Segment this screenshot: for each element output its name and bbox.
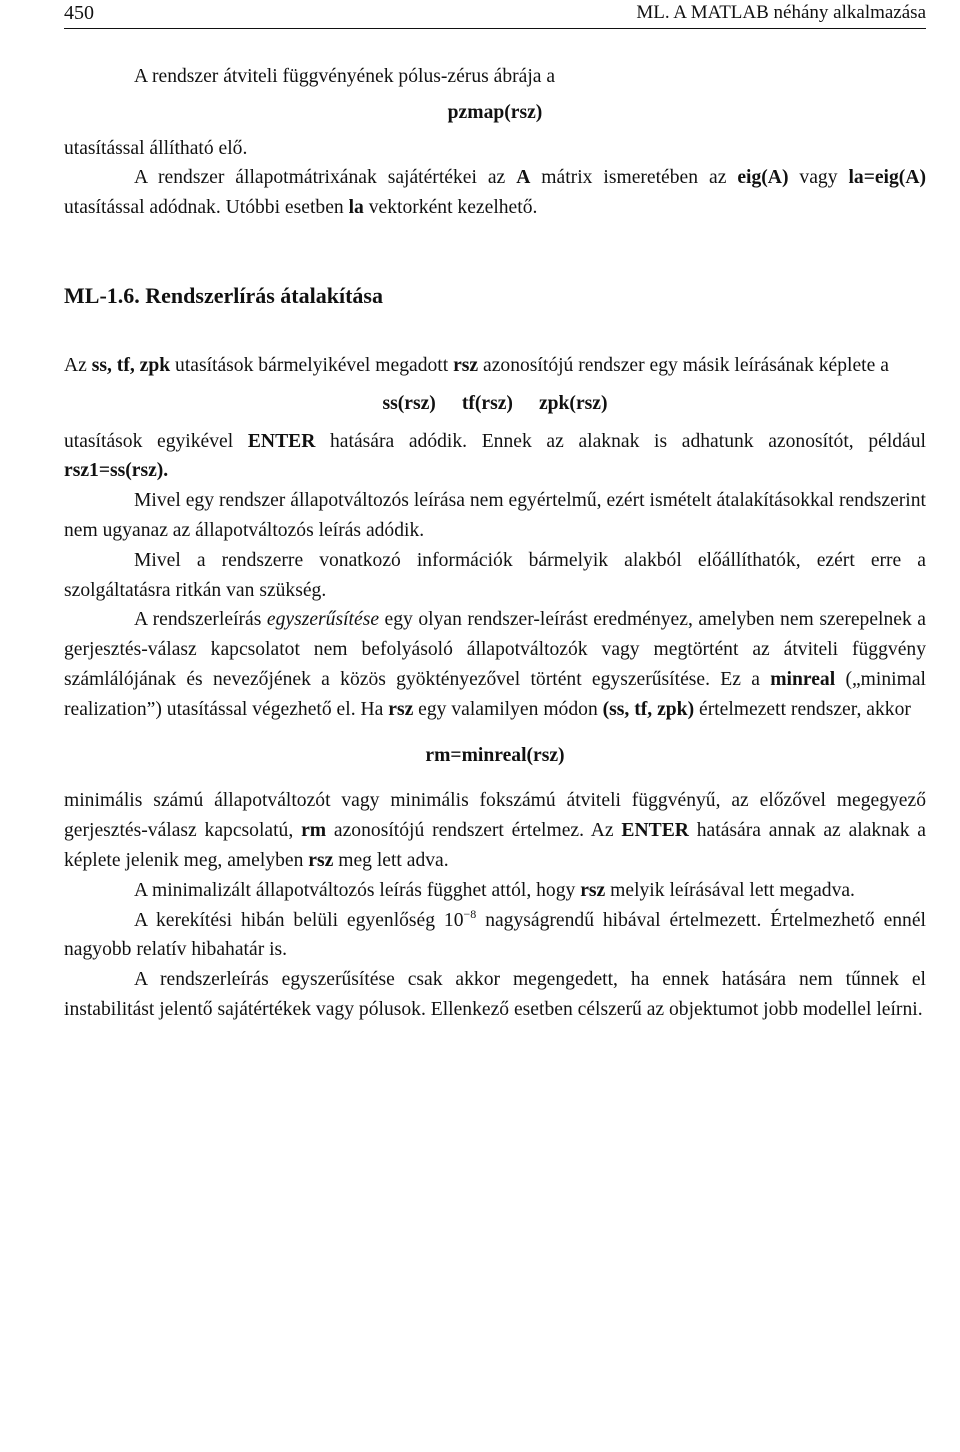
text-run: utasítások egyikével: [64, 430, 248, 452]
section-title: Rendszerlírás átalakítása: [145, 282, 383, 308]
text-run: értelmezett rendszer, akkor: [694, 698, 911, 720]
text-run: meg lett adva.: [333, 849, 449, 871]
text-run: vektorként kezelhető.: [363, 197, 538, 219]
text-run: A rendszer állapotmátrixának sajátértékei az: [134, 167, 517, 189]
body-paragraph-8: [64, 906, 926, 966]
cmd-minreal: rm=minreal(rsz): [425, 744, 565, 766]
page-header: [64, 0, 926, 29]
text-run: mátrix ismeretében az: [530, 167, 738, 189]
text-run: egy valamilyen módon: [413, 698, 603, 720]
emphasis-egyszerusitese: egyszerűsítése: [266, 609, 380, 631]
exponent: −8: [463, 906, 477, 921]
code-rsz: rsz: [453, 354, 479, 376]
text-run: melyik leírásával lett megadva.: [605, 879, 855, 901]
code-ss-tf-zpk-list: (ss, tf, zpk): [602, 698, 695, 720]
intro-text: A rendszer átviteli függvényének pólus-zérus ábrája a: [134, 66, 556, 87]
text-run: minimális számú állapotváltozót vagy minimális fokszámú átviteli függvényű, az előzővel megegyező gerjesztés-válasz kapcsolatú,: [64, 790, 926, 842]
section-number: ML-1.6.: [64, 282, 140, 308]
cmd-ss: ss(rsz): [382, 392, 436, 414]
text-run: nagyságrendű hibával értelmezett. Értelmezhető ennél nagyobb relatív hibahatár is.: [64, 909, 926, 961]
code-rsz: rsz: [580, 879, 606, 901]
body-paragraph-4: Mivel a rendszerre vonatkozó információk bármelyik alakból előállíthatók, ezért erre a szolgáltatásra ritkán van szükség.: [64, 549, 926, 601]
body-paragraph-7: [64, 876, 926, 906]
text-run: azonosítójú rendszert értelmez. Az: [326, 820, 622, 842]
running-title: [636, 0, 926, 26]
code-rsz: rsz: [388, 698, 414, 720]
intro-paragraph-1: [64, 62, 926, 92]
text-run: A rendszerleírás: [134, 609, 267, 631]
text-run: Az: [64, 354, 92, 376]
running-title-text: A MATLAB néhány alkalmazása: [673, 2, 926, 23]
code-rm: rm: [301, 820, 327, 842]
body-paragraph-9: A rendszerleírás egyszerűsítése csak akkor megengedett, ha ennek hatására nem tűnnek el instabilitást jelentő sajátértékek vagy pólusok. Ellenkező esetben célszerű az objektumot jobb modellel leírni.: [64, 969, 926, 1020]
command-line-pzmap: [64, 98, 926, 128]
body-paragraph-2: [64, 427, 926, 487]
code-minreal: minreal: [770, 668, 836, 690]
code-ss-tf-zpk: ss, tf, zpk: [91, 354, 171, 376]
text-run: utasítások bármelyikével megadott: [170, 354, 454, 376]
code-rsz1: rsz1=ss(rsz).: [64, 460, 169, 482]
cmd-tf: tf(rsz): [461, 392, 513, 414]
command-line-conversions: [64, 389, 926, 419]
body-paragraph-5: [64, 605, 926, 724]
text-run: hatására annak az alaknak a képlete jelenik meg, amelyben: [64, 820, 927, 871]
body-paragraph-6: [64, 786, 926, 875]
text-run: azonosítójú rendszer egy másik leírásának képlete a: [478, 354, 889, 376]
text-run: A minimalizált állapotváltozós leírás függhet attól, hogy: [134, 879, 581, 901]
code-A: A: [516, 167, 531, 189]
text-run: egy olyan rendszer-leírást eredményez, amelyben nem szerepelnek a gerjesztés-válasz kapcsolatot nem befolyásoló állapotváltozók vagy megtörtént az átviteli függvény számlálójának és nevezőjének a közös gyöktényezővel történt egyszerűsítése. Ez a: [64, 609, 927, 690]
page-body: [64, 62, 926, 1025]
page-number: 450: [64, 2, 94, 24]
intro-paragraph-2: [64, 163, 926, 223]
text-run: („minimal realization”) utasítással végezhető el. Ha: [64, 668, 926, 720]
cmd-pzmap: pzmap(rsz): [447, 101, 543, 123]
cmd-zpk: zpk(rsz): [538, 392, 608, 414]
code-enter: ENTER: [621, 820, 689, 842]
text-run: vagy: [788, 167, 849, 189]
body-paragraph-1: [64, 351, 926, 381]
body-paragraph-3: Mivel egy rendszer állapotváltozós leírása nem egyértelmű, ezért ismételt átalakításokkal rendszerint nem ugyanaz az állapotváltozós leírás adódik.: [64, 490, 926, 541]
text-run: hatására adódik. Ennek az alaknak is adhatunk azonosítót, például: [315, 430, 926, 452]
code-eig: eig(A): [737, 167, 789, 189]
command-line-minreal: [64, 741, 926, 771]
section-heading: [64, 281, 926, 311]
code-la-eig: la=eig(A): [848, 167, 926, 189]
intro-paragraph-1-end: [64, 134, 926, 164]
running-title-prefix: ML.: [636, 2, 674, 23]
text-run: utasítással adódnak. Utóbbi esetben: [64, 197, 349, 219]
code-rsz: rsz: [308, 849, 334, 871]
code-enter: ENTER: [247, 430, 316, 452]
intro-text-end: utasítással állítható elő.: [64, 137, 248, 159]
text-run: A kerekítési hibán belüli egyenlőség 10: [134, 909, 464, 931]
code-la: la: [348, 197, 364, 219]
